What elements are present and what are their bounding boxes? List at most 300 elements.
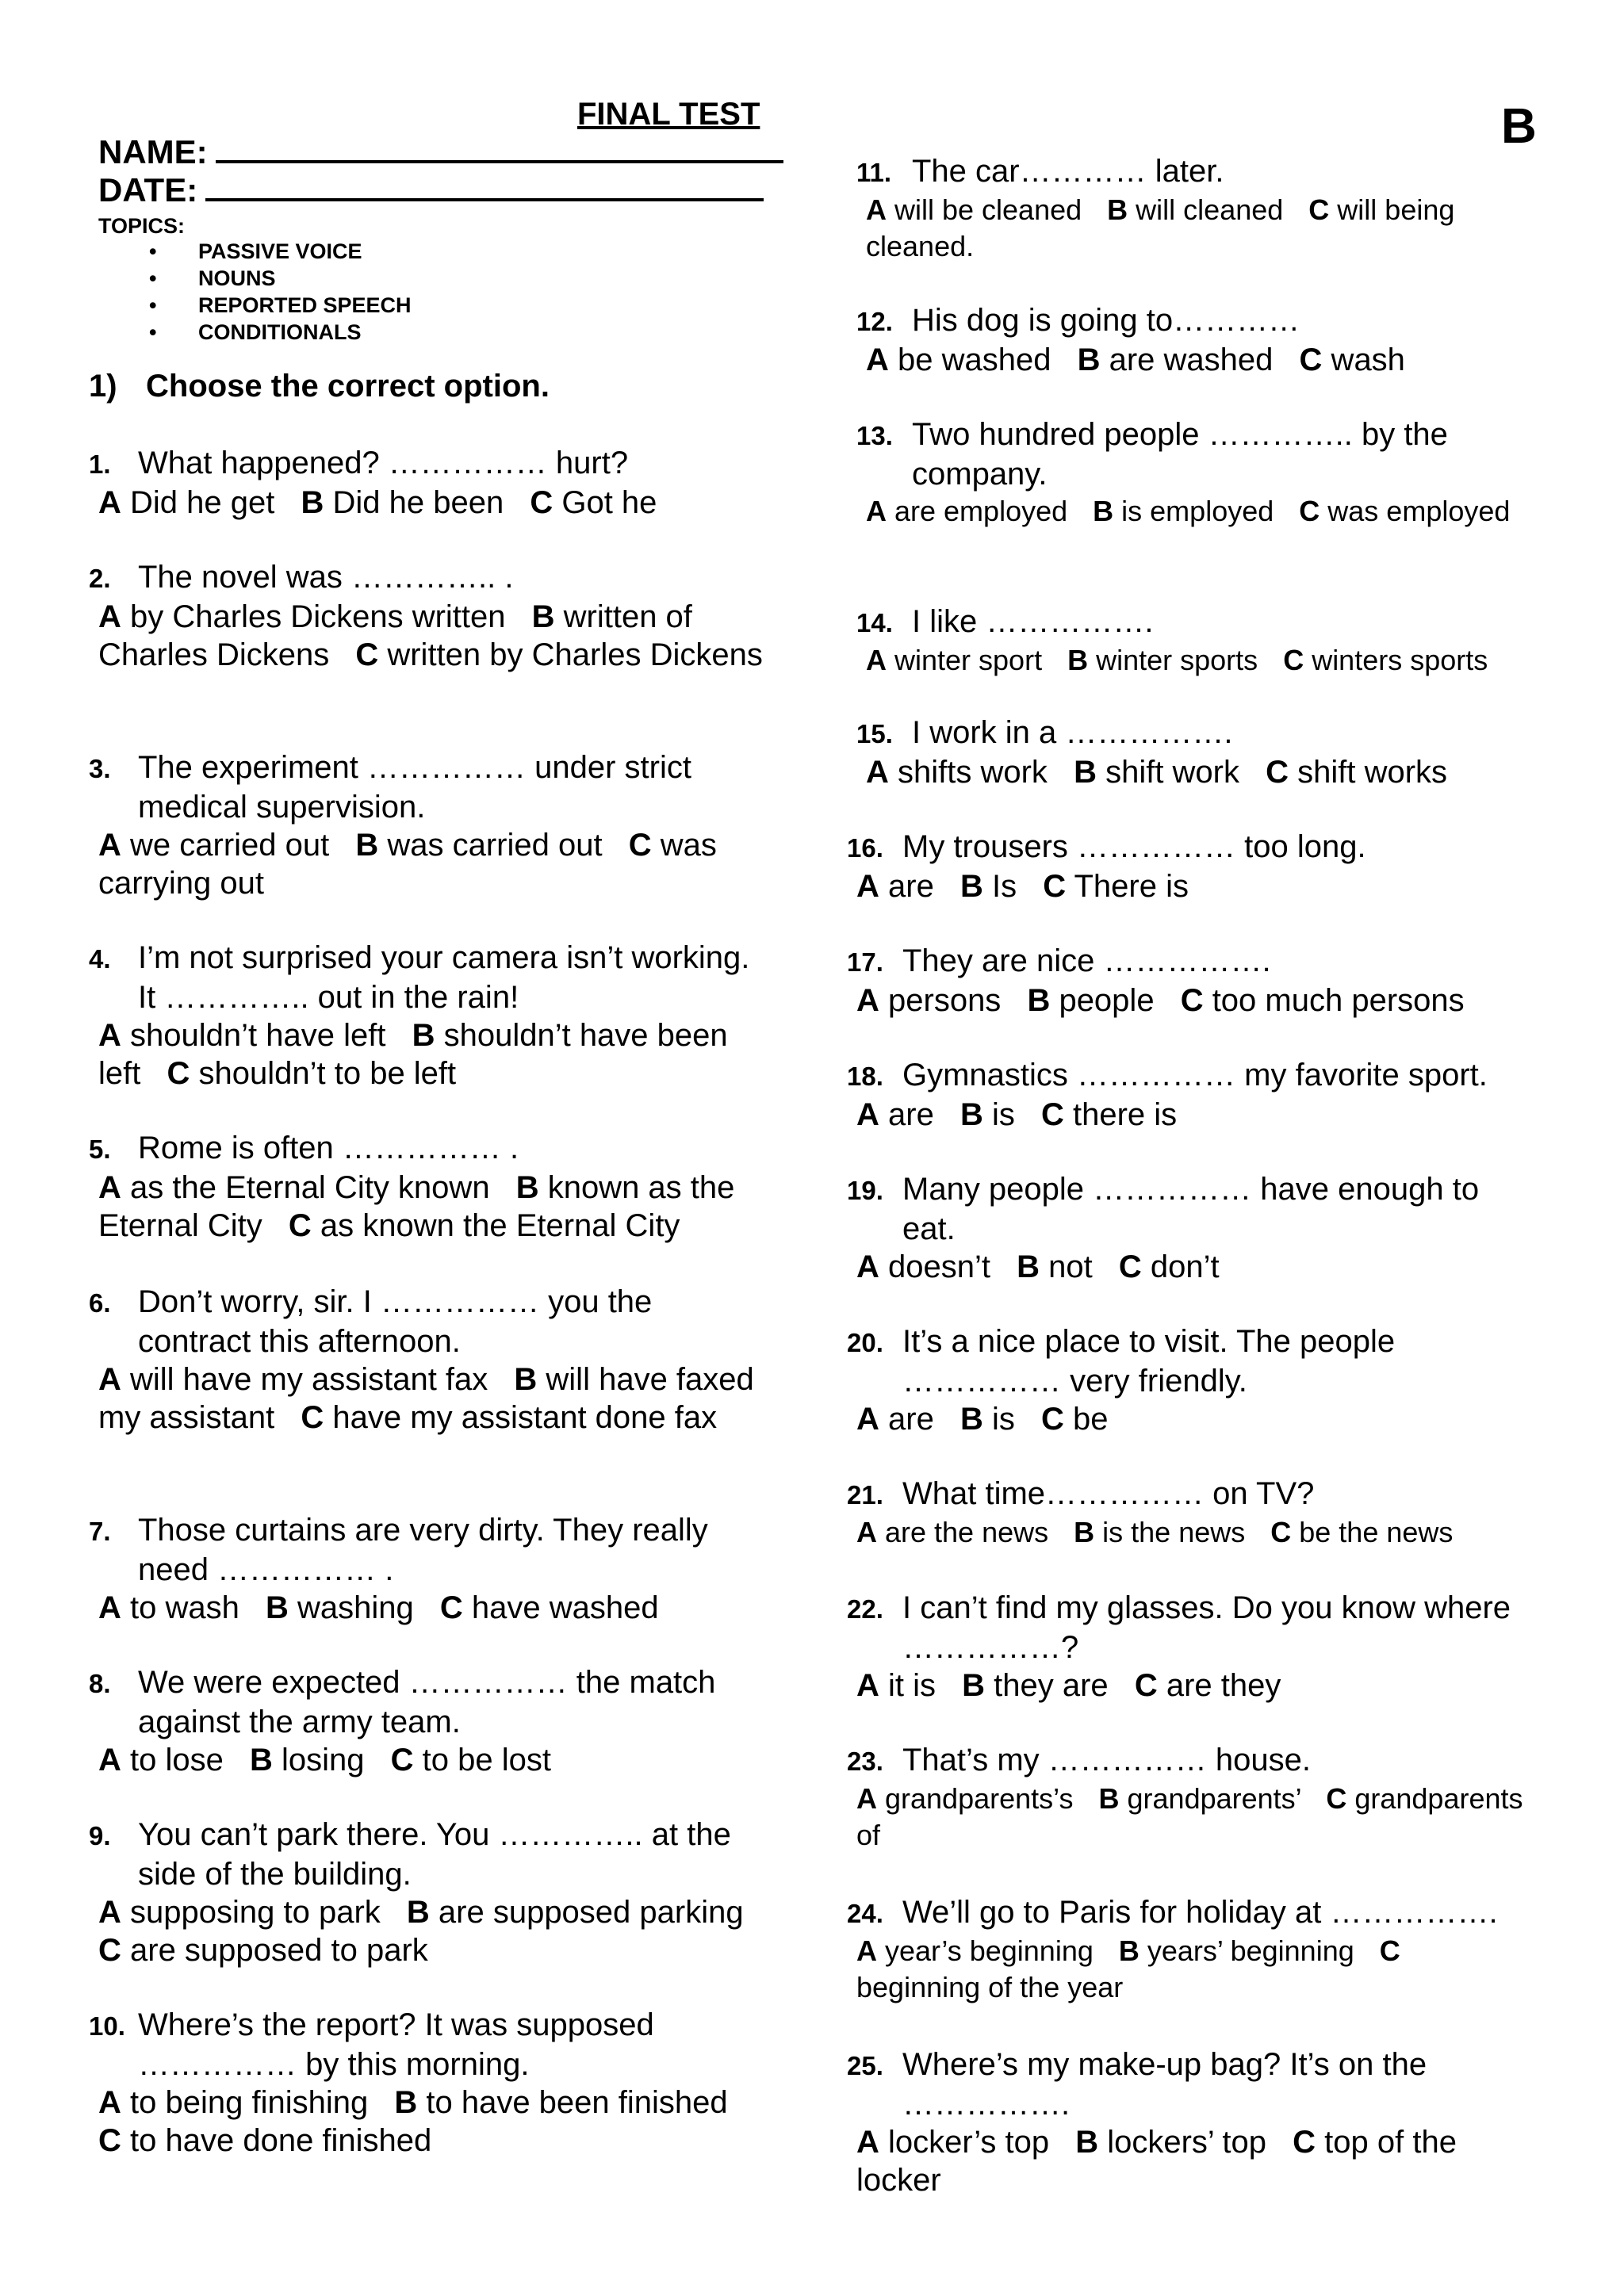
- option-text: wash: [1322, 342, 1405, 377]
- option-text: shouldn’t have left: [121, 1018, 386, 1053]
- option-letter: B: [1093, 495, 1114, 527]
- option-c[interactable]: [1041, 1402, 1109, 1437]
- question-text: I work in a …………….: [912, 715, 1233, 750]
- question-number: 11.: [856, 158, 892, 187]
- option-c[interactable]: [1181, 983, 1465, 1018]
- option-b[interactable]: [1107, 193, 1283, 226]
- topics-label: TOPICS:: [98, 214, 186, 238]
- answer-options: [89, 1360, 771, 1437]
- question-6: [89, 1283, 771, 1437]
- question-7: [89, 1511, 771, 1627]
- option-b[interactable]: [266, 1590, 414, 1625]
- question-number: 23.: [847, 1747, 883, 1776]
- option-a[interactable]: [866, 644, 1042, 676]
- option-letter: C: [530, 485, 553, 520]
- option-letter: C: [98, 1933, 121, 1968]
- option-letter: B: [1075, 2125, 1099, 2160]
- answer-options: [89, 1741, 771, 1779]
- option-text: is employed: [1113, 495, 1274, 527]
- question-stem: [847, 1170, 1529, 1248]
- option-text: was carried out: [378, 828, 603, 863]
- option-text: is the news: [1094, 1516, 1246, 1548]
- option-text: to wash: [121, 1590, 239, 1625]
- name-blank-line: [216, 136, 783, 163]
- option-text: shouldn’t have been left: [98, 1018, 728, 1091]
- option-text: as the Eternal City known: [121, 1170, 490, 1205]
- option-letter: B: [1074, 755, 1097, 790]
- option-text: are washed: [1100, 342, 1274, 377]
- option-b[interactable]: [1075, 2125, 1266, 2160]
- test-variant: B: [1501, 99, 1537, 154]
- option-letter: C: [1299, 342, 1323, 377]
- option-letter: B: [515, 1170, 539, 1205]
- question-text: We’ll go to Paris for holiday at …………….: [902, 1895, 1498, 1930]
- question-text: We were expected …………… the match against the army team.: [138, 1665, 716, 1739]
- option-text: locker’s top: [879, 2125, 1050, 2160]
- question-text: They are nice …………….: [902, 943, 1271, 978]
- option-text: are supposed to park: [121, 1933, 428, 1968]
- question-text: Gymnastics …………… my favorite sport.: [902, 1058, 1488, 1093]
- option-text: written by Charles Dickens: [378, 637, 763, 672]
- option-a[interactable]: [856, 1402, 934, 1437]
- option-c[interactable]: [1119, 1249, 1220, 1284]
- option-letter: C: [1134, 1668, 1158, 1703]
- option-text: will have faxed my assistant: [98, 1362, 754, 1435]
- option-text: to have done finished: [121, 2123, 432, 2158]
- option-b[interactable]: [355, 828, 602, 863]
- answer-options: [89, 598, 771, 674]
- question-number: 3.: [89, 754, 111, 783]
- option-text: Is: [982, 869, 1017, 904]
- option-c[interactable]: [1043, 869, 1189, 904]
- option-b[interactable]: [1119, 1934, 1354, 1967]
- question-stem: [847, 2045, 1529, 2123]
- option-text: to being finishing: [121, 2085, 369, 2120]
- topics-list: [149, 238, 412, 346]
- question-text: Two hundred people ………….. by the company.: [912, 417, 1448, 492]
- option-text: persons: [879, 983, 1002, 1018]
- question-18: [847, 1056, 1529, 1134]
- answer-options: [847, 867, 1529, 905]
- option-text: be washed: [888, 342, 1051, 377]
- question-stem: [89, 1283, 771, 1360]
- option-a[interactable]: [856, 983, 1001, 1018]
- name-field: [98, 133, 783, 171]
- question-number: 10.: [89, 2011, 125, 2041]
- option-letter: B: [959, 1097, 983, 1132]
- option-text: shouldn’t to be left: [190, 1056, 457, 1091]
- option-letter: B: [394, 2085, 418, 2120]
- question-text: Rome is often …………… .: [138, 1131, 519, 1165]
- option-text: be: [1063, 1402, 1109, 1437]
- answer-options: [89, 1589, 771, 1627]
- option-c[interactable]: [1300, 342, 1405, 377]
- option-text: don’t: [1141, 1249, 1220, 1284]
- option-letter: C: [1308, 193, 1330, 226]
- option-text: as known the Eternal City: [311, 1208, 680, 1243]
- answer-options: [847, 1933, 1529, 2006]
- question-text: Where’s the report? It was supposed …………… by this morning.: [138, 2007, 654, 2082]
- option-letter: A: [856, 869, 879, 904]
- option-text: years’ beginning: [1139, 1934, 1354, 1967]
- option-c[interactable]: [355, 637, 763, 672]
- option-b[interactable]: [960, 1402, 1015, 1437]
- option-b[interactable]: [960, 869, 1017, 904]
- question-text: Where’s my make-up bag? It’s on the …………….: [902, 2047, 1427, 2122]
- name-label: NAME:: [98, 133, 208, 170]
- option-letter: A: [98, 599, 121, 634]
- option-text: was employed: [1320, 495, 1511, 527]
- question-text: It’s a nice place to visit. The people …………… very friendly.: [902, 1324, 1396, 1399]
- question-number: 18.: [847, 1062, 883, 1091]
- option-text: are: [879, 1402, 934, 1437]
- option-a[interactable]: [98, 599, 506, 634]
- option-a[interactable]: [856, 1097, 934, 1132]
- question-stem: [856, 415, 1538, 493]
- option-text: to lose: [121, 1743, 224, 1777]
- answer-options: [847, 1400, 1529, 1438]
- option-text: not: [1040, 1249, 1093, 1284]
- option-letter: B: [1027, 983, 1051, 1018]
- option-letter: C: [288, 1208, 312, 1243]
- question-text: The experiment …………… under strict medical supervision.: [138, 750, 691, 825]
- answer-options: [847, 1514, 1529, 1551]
- option-text: will cleaned: [1128, 193, 1284, 226]
- answer-options: [847, 982, 1529, 1020]
- option-a[interactable]: [98, 1170, 490, 1205]
- option-text: lockers’ top: [1098, 2125, 1267, 2160]
- question-stem: [847, 1741, 1529, 1781]
- option-text: to have been finished: [417, 2085, 728, 2120]
- option-text: winter sport: [887, 644, 1043, 676]
- question-number: 16.: [847, 833, 883, 863]
- question-number: 9.: [89, 1821, 111, 1850]
- option-text: are: [879, 1097, 934, 1132]
- question-stem: [89, 558, 771, 598]
- option-text: people: [1050, 983, 1155, 1018]
- option-letter: A: [98, 1590, 121, 1625]
- question-number: 6.: [89, 1288, 111, 1318]
- option-letter: B: [531, 599, 555, 634]
- question-number: 12.: [856, 307, 893, 336]
- option-a[interactable]: [98, 1018, 385, 1053]
- answer-options: [847, 1248, 1529, 1286]
- option-letter: A: [856, 1782, 877, 1815]
- question-number: 14.: [856, 608, 893, 637]
- option-text: have washed: [462, 1590, 659, 1625]
- answer-options: [856, 642, 1538, 679]
- question-number: 5.: [89, 1135, 111, 1164]
- option-c[interactable]: [1041, 1097, 1177, 1132]
- option-text: shift work: [1096, 755, 1239, 790]
- option-letter: A: [856, 983, 879, 1018]
- option-text: are supposed parking: [429, 1895, 744, 1930]
- question-16: [847, 828, 1529, 905]
- question-number: 7.: [89, 1517, 111, 1546]
- option-b[interactable]: [1074, 1516, 1245, 1548]
- option-text: they are: [985, 1668, 1109, 1703]
- option-letter: C: [390, 1743, 414, 1777]
- option-b[interactable]: [250, 1743, 365, 1777]
- question-text: I’m not surprised your camera isn’t working. It ………….. out in the rain!: [138, 940, 750, 1015]
- option-c[interactable]: [98, 1933, 428, 1968]
- option-c[interactable]: [1283, 644, 1488, 676]
- option-letter: A: [866, 342, 889, 377]
- option-b[interactable]: [1093, 495, 1274, 527]
- option-c[interactable]: [1266, 755, 1447, 790]
- option-letter: C: [439, 1590, 463, 1625]
- option-letter: C: [1043, 869, 1067, 904]
- option-letter: B: [355, 828, 379, 863]
- option-letter: B: [514, 1362, 538, 1397]
- question-3: [89, 748, 771, 902]
- option-letter: B: [959, 1402, 983, 1437]
- question-text: I can’t find my glasses. Do you know where ……………?: [902, 1590, 1511, 1665]
- option-letter: C: [1266, 755, 1289, 790]
- option-text: be the news: [1291, 1516, 1454, 1548]
- option-letter: A: [98, 828, 121, 863]
- question-5: [89, 1129, 771, 1245]
- option-b[interactable]: [1067, 644, 1258, 676]
- option-text: shift works: [1289, 755, 1448, 790]
- option-b[interactable]: [962, 1668, 1109, 1703]
- question-number: 2.: [89, 564, 111, 593]
- option-c[interactable]: [1135, 1668, 1281, 1703]
- question-text: I like …………….: [912, 604, 1154, 639]
- option-c[interactable]: [167, 1056, 456, 1091]
- option-letter: C: [1180, 983, 1204, 1018]
- option-letter: B: [1077, 342, 1101, 377]
- option-a[interactable]: [856, 1516, 1048, 1548]
- answer-options: [856, 493, 1538, 530]
- option-text: to be lost: [413, 1743, 551, 1777]
- option-letter: A: [866, 755, 889, 790]
- question-2: [89, 558, 771, 674]
- option-a[interactable]: [866, 755, 1048, 790]
- option-a[interactable]: [98, 1590, 239, 1625]
- answer-options: [856, 341, 1538, 379]
- option-b[interactable]: [1099, 1782, 1301, 1815]
- option-c[interactable]: [98, 2123, 431, 2158]
- option-text: Did he get: [121, 485, 275, 520]
- option-b[interactable]: [1074, 755, 1239, 790]
- question-22: [847, 1589, 1529, 1705]
- question-25: [847, 2045, 1529, 2199]
- section-number: 1): [89, 369, 117, 404]
- question-number: 20.: [847, 1328, 883, 1357]
- option-text: There is: [1066, 869, 1189, 904]
- answer-options: [89, 1169, 771, 1245]
- option-c[interactable]: [1270, 1516, 1453, 1548]
- option-a[interactable]: [856, 2125, 1049, 2160]
- question-17: [847, 942, 1529, 1020]
- question-13: [856, 415, 1538, 530]
- option-text: top of the locker: [856, 2125, 1457, 2198]
- option-letter: C: [355, 637, 379, 672]
- option-letter: A: [98, 2085, 121, 2120]
- topic-item: • CONDITIONALS: [149, 319, 412, 346]
- option-letter: A: [98, 1895, 121, 1930]
- option-letter: C: [1040, 1097, 1064, 1132]
- option-a[interactable]: [98, 485, 274, 520]
- option-a[interactable]: [856, 1934, 1094, 1967]
- option-letter: A: [866, 495, 887, 527]
- option-letter: A: [856, 1249, 879, 1284]
- answer-options: [89, 484, 771, 522]
- option-a[interactable]: [98, 828, 329, 863]
- question-number: 22.: [847, 1594, 883, 1624]
- option-c[interactable]: [289, 1208, 680, 1243]
- option-text: written of Charles Dickens: [98, 599, 692, 672]
- option-b[interactable]: [407, 1895, 744, 1930]
- option-b[interactable]: [1078, 342, 1274, 377]
- option-letter: A: [856, 1668, 879, 1703]
- option-c[interactable]: [530, 485, 657, 520]
- option-letter: B: [412, 1018, 435, 1053]
- option-a[interactable]: [98, 1362, 488, 1397]
- question-15: [856, 714, 1538, 791]
- option-text: will be cleaned: [887, 193, 1082, 226]
- option-a[interactable]: [98, 1743, 224, 1777]
- question-14: [856, 603, 1538, 679]
- question-9: [89, 1816, 771, 1969]
- option-text: year’s beginning: [877, 1934, 1094, 1967]
- option-letter: B: [406, 1895, 430, 1930]
- question-stem: [89, 748, 771, 826]
- option-text: are employed: [887, 495, 1068, 527]
- question-stem: [847, 942, 1529, 982]
- answer-options: [89, 1893, 771, 1969]
- date-blank-line: [205, 174, 764, 201]
- question-text: What time…………… on TV?: [902, 1476, 1315, 1511]
- option-letter: C: [301, 1400, 324, 1435]
- question-number: 4.: [89, 944, 111, 974]
- option-a[interactable]: [866, 342, 1051, 377]
- option-letter: C: [1040, 1402, 1064, 1437]
- answer-options: [847, 2123, 1529, 2199]
- question-stem: [89, 444, 771, 484]
- question-number: 8.: [89, 1669, 111, 1698]
- option-text: have my assistant done fax: [324, 1400, 718, 1435]
- question-stem: [856, 301, 1538, 341]
- question-number: 19.: [847, 1176, 883, 1205]
- option-letter: B: [1017, 1249, 1040, 1284]
- option-letter: B: [1098, 1782, 1120, 1815]
- option-text: is: [982, 1097, 1015, 1132]
- option-text: beginning of the year: [856, 1971, 1124, 2003]
- option-letter: C: [628, 828, 652, 863]
- question-number: 15.: [856, 719, 893, 748]
- option-a[interactable]: [856, 1668, 936, 1703]
- question-stem: [847, 828, 1529, 867]
- instruction-text: Choose the correct option.: [146, 369, 550, 404]
- option-letter: B: [1067, 644, 1089, 676]
- option-text: by Charles Dickens written: [121, 599, 506, 634]
- question-20: [847, 1322, 1529, 1438]
- option-text: are: [879, 869, 934, 904]
- question-text: Those curtains are very dirty. They really need …………… .: [138, 1513, 708, 1587]
- question-text: His dog is going to…………: [912, 303, 1300, 338]
- option-text: winters sports: [1304, 644, 1488, 676]
- option-letter: B: [1107, 193, 1128, 226]
- question-number: 1.: [89, 450, 111, 479]
- option-a[interactable]: [866, 495, 1067, 527]
- question-number: 17.: [847, 947, 883, 977]
- option-letter: A: [98, 1018, 121, 1053]
- option-letter: C: [1270, 1516, 1292, 1548]
- option-text: Did he been: [324, 485, 504, 520]
- option-b[interactable]: [301, 485, 504, 520]
- question-10: [89, 2006, 771, 2160]
- question-23: [847, 1741, 1529, 1854]
- option-a[interactable]: [98, 1895, 381, 1930]
- question-text: The car………… later.: [912, 154, 1224, 189]
- option-c[interactable]: [391, 1743, 551, 1777]
- option-a[interactable]: [856, 1782, 1074, 1815]
- option-b[interactable]: [1017, 1249, 1093, 1284]
- option-letter: B: [265, 1590, 289, 1625]
- question-number: 13.: [856, 421, 893, 450]
- option-letter: B: [1118, 1934, 1139, 1967]
- option-letter: C: [1118, 1249, 1142, 1284]
- question-stem: [847, 1322, 1529, 1400]
- option-a[interactable]: [866, 193, 1082, 226]
- answer-options: [847, 1667, 1529, 1705]
- option-text: is: [982, 1402, 1015, 1437]
- option-c[interactable]: [301, 1400, 717, 1435]
- option-a[interactable]: [856, 869, 934, 904]
- question-text: You can’t park there. You ………….. at the side of the building.: [138, 1817, 731, 1892]
- option-letter: B: [249, 1743, 273, 1777]
- option-letter: C: [1379, 1934, 1400, 1967]
- option-text: it is: [879, 1668, 936, 1703]
- question-stem: [847, 1056, 1529, 1096]
- option-letter: A: [866, 193, 887, 226]
- question-stem: [89, 1511, 771, 1589]
- question-text: Don’t worry, sir. I …………… you the contract this afternoon.: [138, 1284, 653, 1359]
- option-c[interactable]: [1299, 495, 1510, 527]
- option-b[interactable]: [1027, 983, 1154, 1018]
- option-text: doesn’t: [879, 1249, 990, 1284]
- option-text: we carried out: [121, 828, 330, 863]
- topic-item: • PASSIVE VOICE: [149, 238, 412, 265]
- option-letter: A: [856, 1934, 877, 1967]
- topic-item: • REPORTED SPEECH: [149, 292, 412, 319]
- question-stem: [856, 152, 1538, 192]
- option-text: there is: [1063, 1097, 1178, 1132]
- question-number: 21.: [847, 1480, 883, 1510]
- question-stem: [847, 1589, 1529, 1667]
- option-a[interactable]: [98, 2085, 368, 2120]
- option-text: are the news: [877, 1516, 1049, 1548]
- option-text: winter sports: [1088, 644, 1258, 676]
- option-text: will being cleaned.: [866, 193, 1455, 262]
- question-stem: [89, 1816, 771, 1893]
- page-title: FINAL TEST: [577, 97, 760, 132]
- date-field: [98, 171, 764, 209]
- option-a[interactable]: [856, 1249, 990, 1284]
- option-letter: B: [959, 869, 983, 904]
- option-letter: A: [98, 1743, 121, 1777]
- option-b[interactable]: [960, 1097, 1015, 1132]
- option-c[interactable]: [440, 1590, 659, 1625]
- question-stem: [89, 1663, 771, 1741]
- answer-options: [89, 2084, 771, 2160]
- option-b[interactable]: [394, 2085, 727, 2120]
- option-letter: B: [1074, 1516, 1095, 1548]
- option-letter: A: [856, 1402, 879, 1437]
- option-letter: A: [856, 1516, 877, 1548]
